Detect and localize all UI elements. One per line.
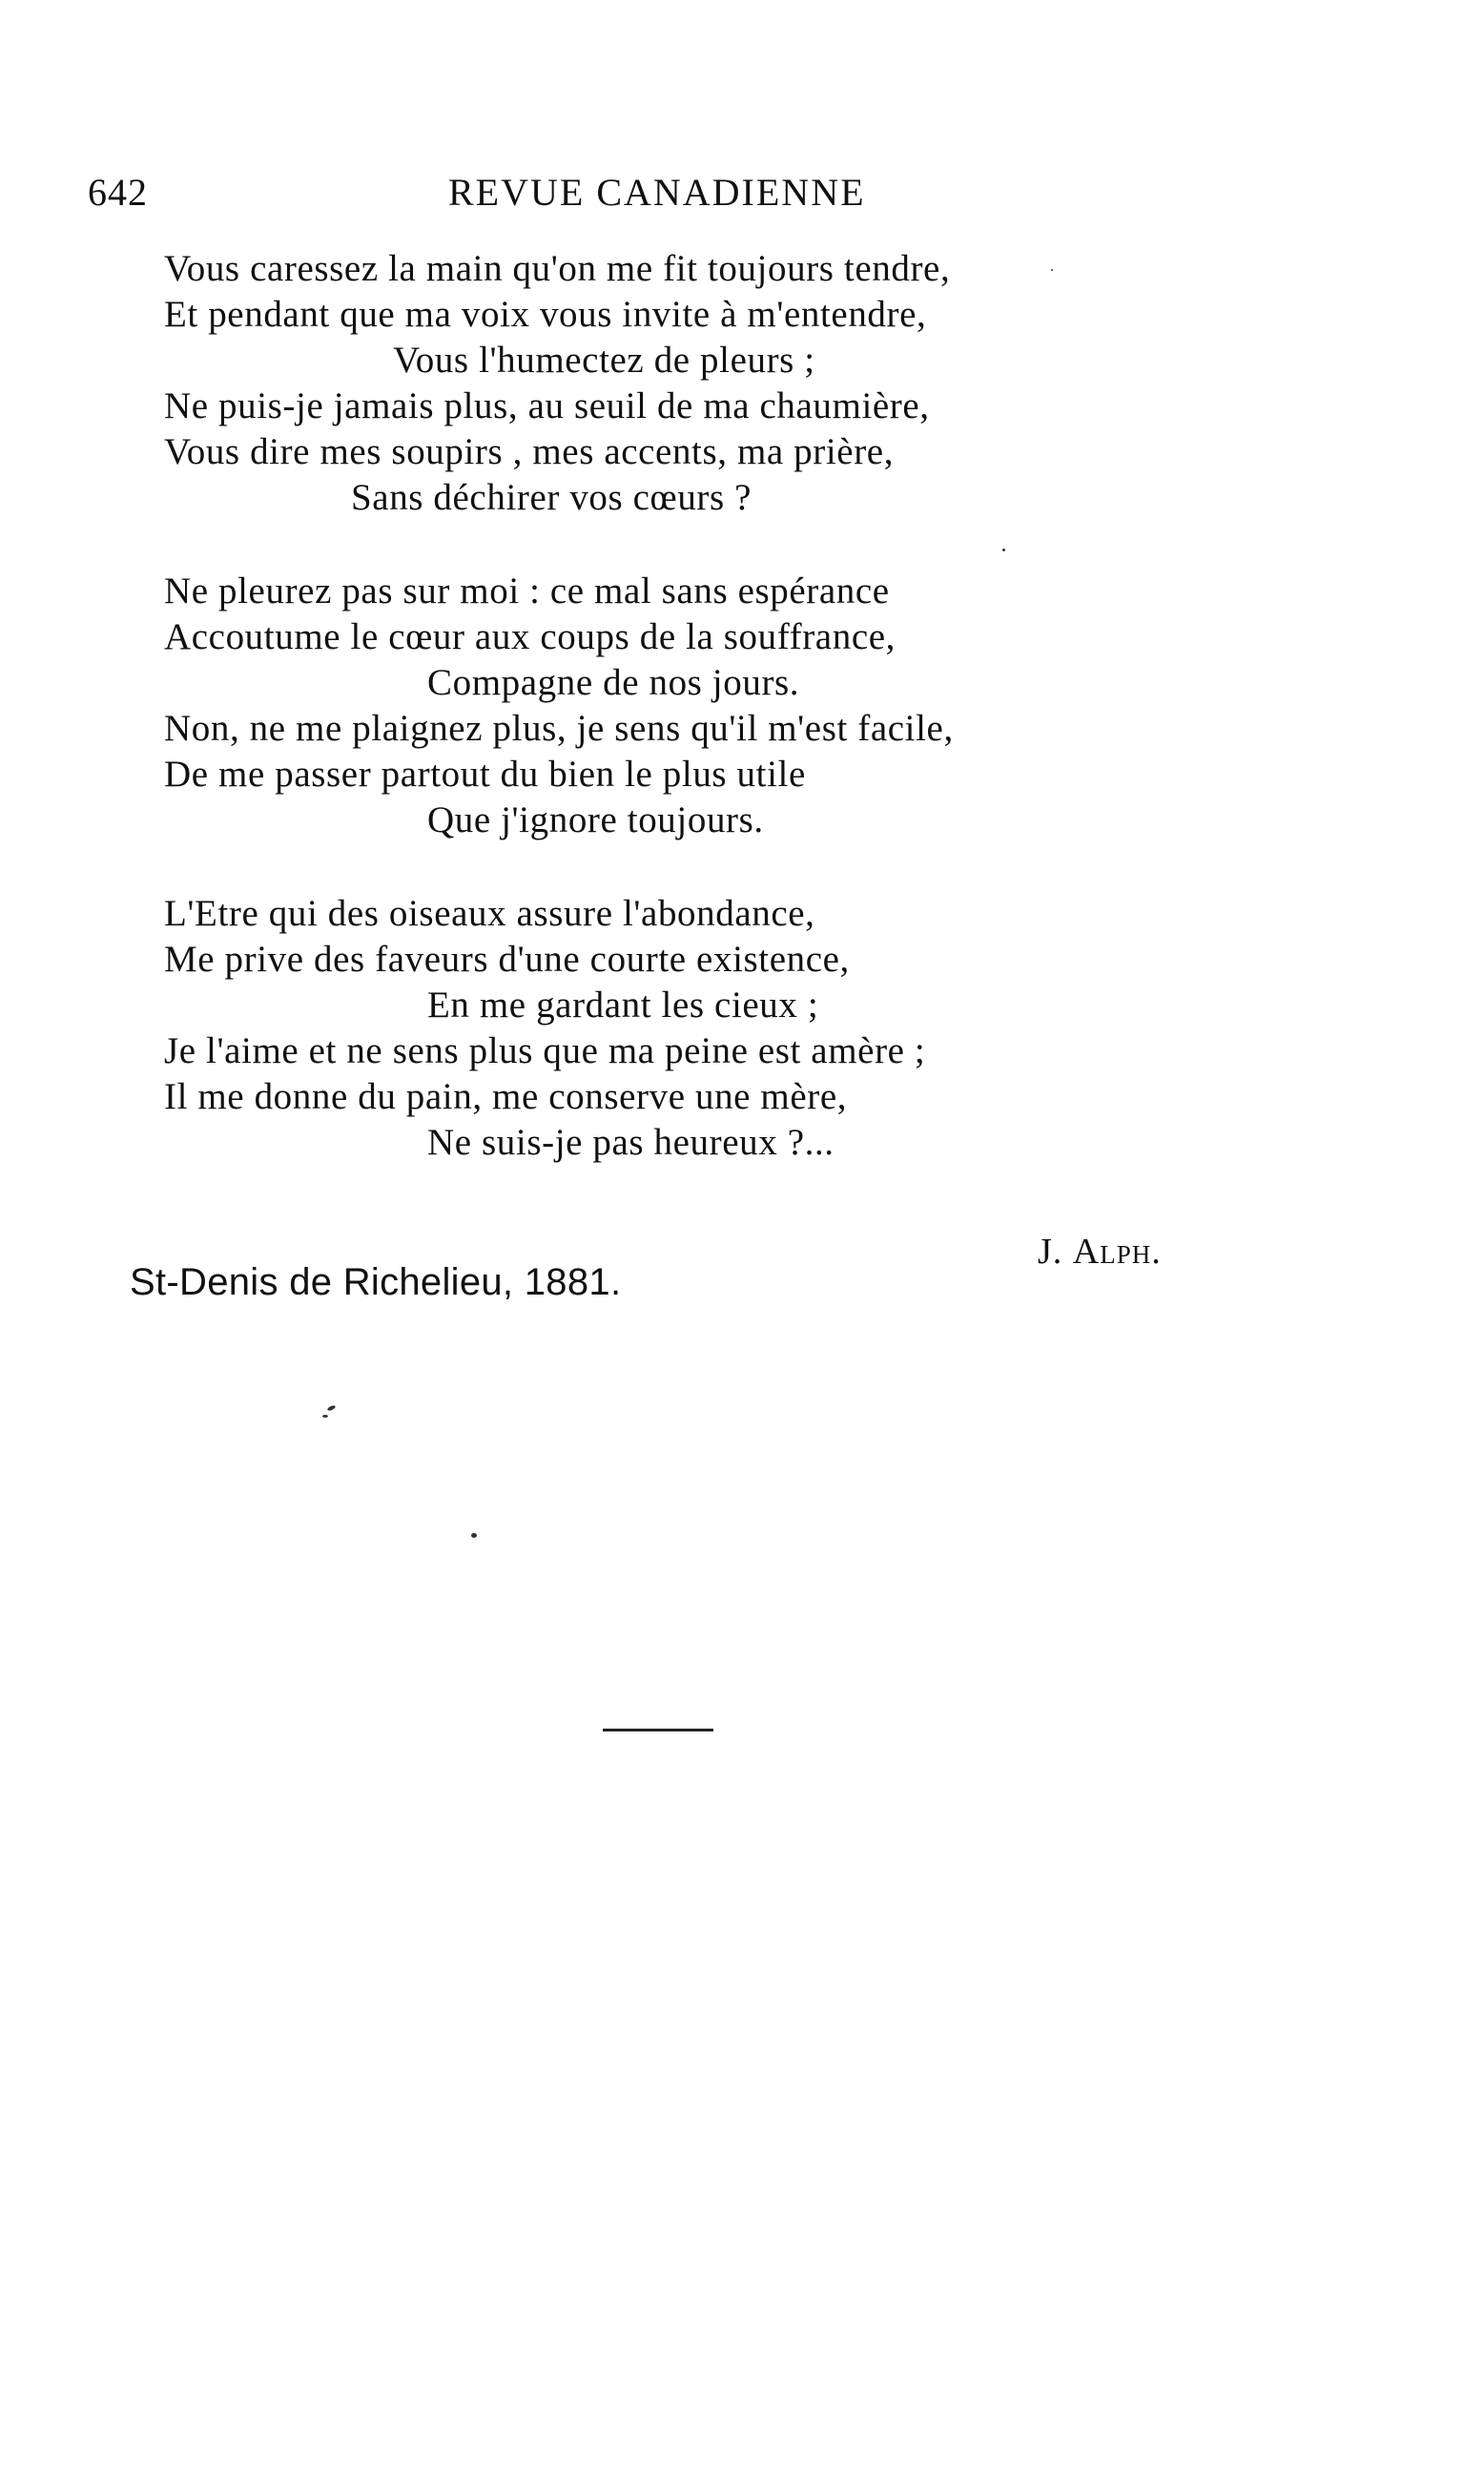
poem-line-short: Ne suis-je pas heureux ?... — [427, 1122, 835, 1163]
ink-speck — [1002, 549, 1005, 551]
poem-line: Accoutume le cœur aux coups de la souffrance, — [164, 616, 896, 657]
poem-line: De me passer partout du bien le plus utile — [164, 754, 806, 795]
running-head: REVUE CANADIENNE — [448, 171, 866, 214]
poem-line-short: Vous l'humectez de pleurs ; — [393, 340, 815, 381]
poem — [164, 246, 1118, 1213]
place-date: St-Denis de Richelieu, 1881. — [130, 1261, 622, 1303]
ink-speck — [322, 1415, 328, 1418]
poem-line: Ne puis-je jamais plus, au seuil de ma chaumière, — [164, 385, 930, 426]
ink-speck — [471, 1533, 477, 1538]
stanza — [164, 246, 1118, 521]
poem-line: Je l'aime et ne sens plus que ma peine est amère ; — [164, 1030, 926, 1071]
poem-line: Il me donne du pain, me conserve une mère, — [164, 1076, 848, 1117]
poem-line: Me prive des faveurs d'une courte existence, — [164, 939, 850, 980]
poem-line: L'Etre qui des oiseaux assure l'abondance, — [164, 893, 815, 934]
poem-line: Et pendant que ma voix vous invite à m'entendre, — [164, 294, 927, 335]
author-signature — [1038, 1231, 1162, 1273]
ink-speck — [327, 1404, 337, 1411]
ink-speck — [1051, 269, 1053, 271]
stanza — [164, 891, 1118, 1166]
poem-line: Vous dire mes soupirs , mes accents, ma prière, — [164, 431, 895, 472]
poem-line-short: En me gardant les cieux ; — [427, 985, 819, 1026]
poem-line: Vous caressez la main qu'on me fit toujours tendre, — [164, 248, 951, 289]
poem-line-short: Compagne de nos jours. — [427, 662, 800, 703]
stanza — [164, 569, 1118, 843]
poem-line: Non, ne me plaignez plus, je sens qu'il m'est facile, — [164, 708, 954, 749]
signature-name: Alph. — [1072, 1232, 1162, 1272]
poem-line-short: Que j'ignore toujours. — [427, 799, 764, 840]
poem-line-short: Sans déchirer vos cœurs ? — [351, 477, 752, 518]
signature-initial: J. — [1038, 1232, 1063, 1272]
page-number: 642 — [88, 171, 148, 214]
end-rule — [603, 1729, 713, 1731]
poem-line: Ne pleurez pas sur moi : ce mal sans espérance — [164, 570, 890, 612]
